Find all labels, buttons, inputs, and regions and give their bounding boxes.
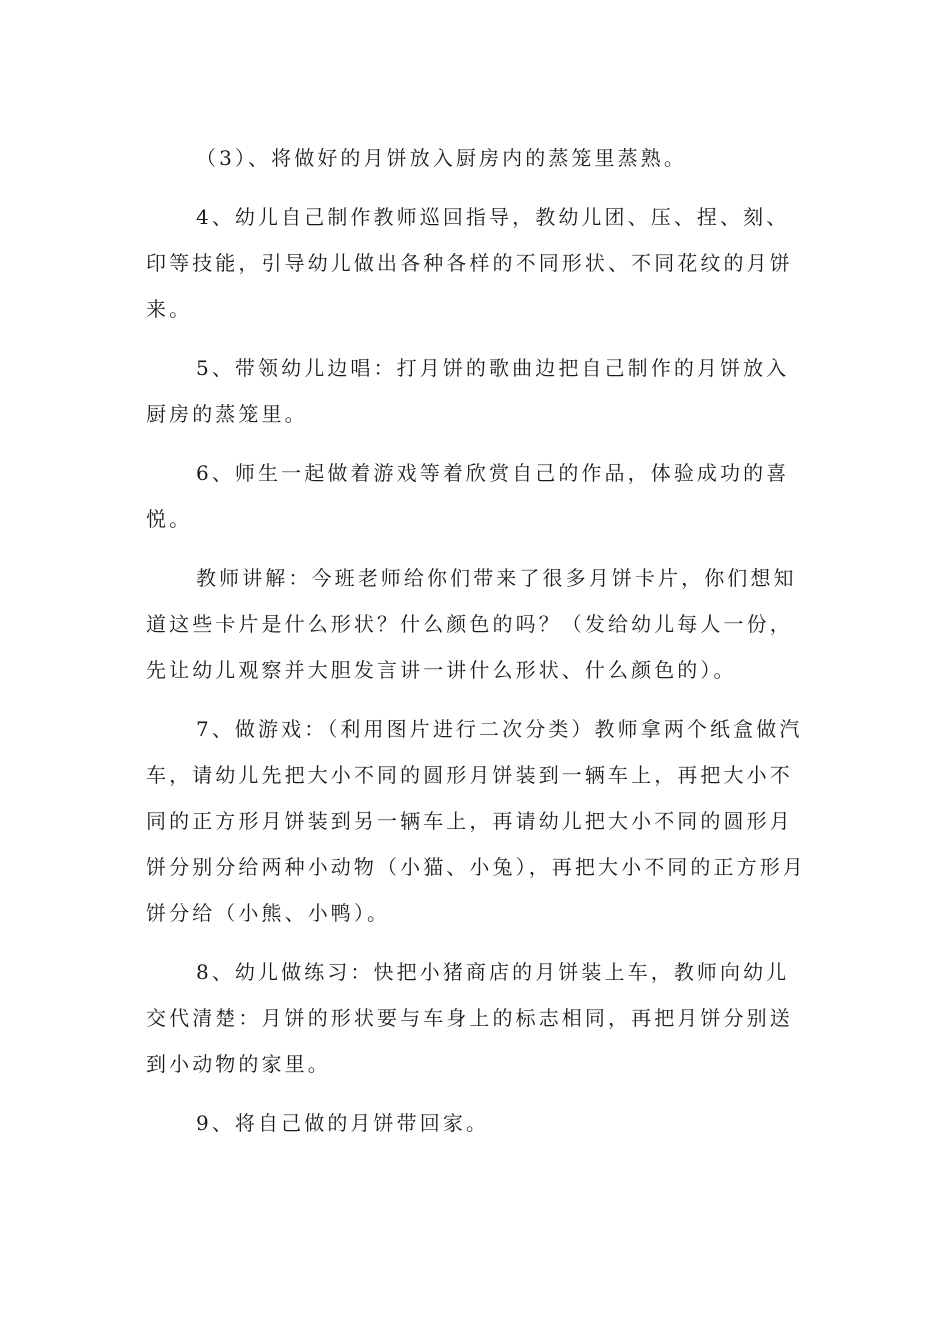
paragraph-step-4: 4、幼儿自己制作教师巡回指导，教幼儿团、压、捏、刻、印等技能，引导幼儿做出各种各样的不同形状、不同花纹的月饼来。 [146, 205, 793, 321]
paragraph-teacher-explanation: 教师讲解：今班老师给你们带来了很多月饼卡片，你们想知道这些卡片是什么形状？什么颜色的吗？（发给幼儿每人一份，先让幼儿观察并大胆发言讲一讲什么形状、什么颜色的）。 [146, 566, 797, 682]
paragraph-step-8: 8、幼儿做练习：快把小猪商店的月饼装上车，教师向幼儿交代清楚：月饼的形状要与车身上的标志相同，再把月饼分别送到小动物的家里。 [146, 960, 793, 1076]
paragraph-step-6: 6、师生一起做着游戏等着欣赏自己的作品，体验成功的喜悦。 [146, 461, 790, 531]
paragraph-step-7: 7、做游戏：（利用图片进行二次分类）教师拿两个纸盒做汽车，请幼儿先把大小不同的圆形月饼装到一辆车上，再把大小不同的正方形月饼装到另一辆车上，再请幼儿把大小不同的圆形月饼分别分给两种小动物（小猫、小兔），再把大小不同的正方形月饼分给（小熊、小鸭）。 [146, 717, 806, 925]
paragraph-step-5: 5、带领幼儿边唱：打月饼的歌曲边把自己制作的月饼放入厨房的蒸笼里。 [146, 356, 790, 426]
paragraph-step-9: 9、将自己做的月饼带回家。 [196, 1111, 490, 1135]
document-body [146, 135, 806, 1159]
paragraph-step-3: （3）、将做好的月饼放入厨房内的蒸笼里蒸熟。 [196, 146, 687, 170]
